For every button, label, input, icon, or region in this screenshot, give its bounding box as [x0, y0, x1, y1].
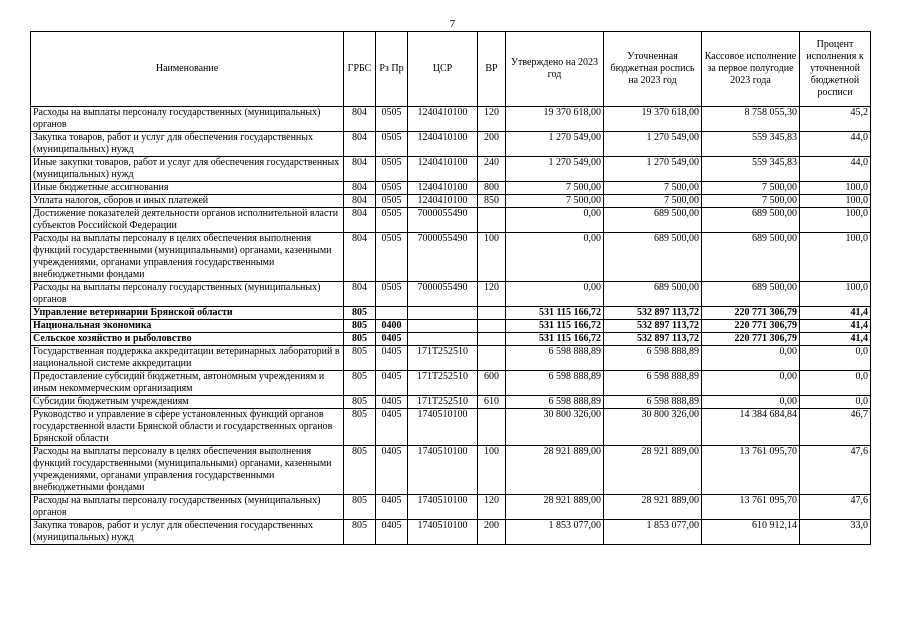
cell-executed: 220 771 306,79 [702, 320, 800, 333]
cell-name: Уплата налогов, сборов и иных платежей [31, 195, 344, 208]
header-approved: Утверждено на 2023 год [506, 32, 604, 107]
cell-name: Национальная экономика [31, 320, 344, 333]
cell-name: Государственная поддержка аккредитации ветеринарных лабораторий в национальной системе аккредитации [31, 346, 344, 371]
cell-rzpr: 0405 [376, 446, 408, 495]
page-number: 7 [449, 18, 456, 30]
cell-approved: 7 500,00 [506, 182, 604, 195]
cell-refined: 1 270 549,00 [604, 157, 702, 182]
cell-executed: 610 912,14 [702, 520, 800, 545]
table-row [31, 307, 871, 320]
cell-refined: 532 897 113,72 [604, 333, 702, 346]
cell-refined: 1 270 549,00 [604, 132, 702, 157]
cell-vr: 120 [478, 495, 506, 520]
cell-grbs: 804 [344, 132, 376, 157]
cell-vr: 200 [478, 132, 506, 157]
cell-grbs: 804 [344, 282, 376, 307]
cell-executed: 0,00 [702, 346, 800, 371]
cell-percent: 41,4 [800, 333, 871, 346]
cell-approved: 0,00 [506, 282, 604, 307]
cell-csr: 1240410100 [408, 132, 478, 157]
cell-vr: 100 [478, 233, 506, 282]
cell-executed: 14 384 684,84 [702, 409, 800, 446]
cell-approved: 6 598 888,89 [506, 346, 604, 371]
cell-name: Иные бюджетные ассигнования [31, 182, 344, 195]
cell-grbs: 804 [344, 182, 376, 195]
cell-vr: 120 [478, 107, 506, 132]
cell-vr [478, 409, 506, 446]
cell-vr: 240 [478, 157, 506, 182]
cell-csr [408, 320, 478, 333]
cell-csr: 7000055490 [408, 233, 478, 282]
cell-percent: 41,4 [800, 307, 871, 320]
table-row [31, 409, 871, 446]
cell-csr [408, 307, 478, 320]
cell-rzpr: 0505 [376, 233, 408, 282]
table-row [31, 333, 871, 346]
table-row [31, 157, 871, 182]
cell-executed: 13 761 095,70 [702, 446, 800, 495]
cell-vr: 120 [478, 282, 506, 307]
cell-refined: 1 853 077,00 [604, 520, 702, 545]
table-row [31, 132, 871, 157]
cell-percent: 100,0 [800, 195, 871, 208]
cell-csr: 1740510100 [408, 409, 478, 446]
cell-vr [478, 333, 506, 346]
cell-refined: 532 897 113,72 [604, 320, 702, 333]
cell-name: Расходы на выплаты персоналу в целях обеспечения выполнения функций государственными (муниципальными) органами, казенными учреждениями, органами управления государственными внебюджетными фондами [31, 446, 344, 495]
cell-percent: 100,0 [800, 233, 871, 282]
table-body [31, 107, 871, 545]
cell-refined: 532 897 113,72 [604, 307, 702, 320]
cell-grbs: 805 [344, 307, 376, 320]
cell-approved: 0,00 [506, 208, 604, 233]
cell-name: Предоставление субсидий бюджетным, автономным учреждениям и иным некоммерческим организациям [31, 371, 344, 396]
cell-vr: 600 [478, 371, 506, 396]
cell-grbs: 804 [344, 157, 376, 182]
cell-grbs: 805 [344, 346, 376, 371]
cell-approved: 6 598 888,89 [506, 396, 604, 409]
cell-rzpr: 0400 [376, 320, 408, 333]
cell-grbs: 805 [344, 320, 376, 333]
cell-executed: 689 500,00 [702, 208, 800, 233]
cell-vr: 200 [478, 520, 506, 545]
cell-rzpr: 0405 [376, 346, 408, 371]
cell-csr: 171T252510 [408, 371, 478, 396]
cell-name: Руководство и управление в сфере установленных функций органов государственной власти Брянской области и государственных органов Брянской области [31, 409, 344, 446]
cell-approved: 19 370 618,00 [506, 107, 604, 132]
cell-approved: 531 115 166,72 [506, 307, 604, 320]
cell-csr: 1740510100 [408, 446, 478, 495]
cell-vr: 100 [478, 446, 506, 495]
cell-refined: 6 598 888,89 [604, 371, 702, 396]
cell-percent: 0,0 [800, 396, 871, 409]
cell-executed: 559 345,83 [702, 157, 800, 182]
cell-refined: 6 598 888,89 [604, 396, 702, 409]
cell-refined: 28 921 889,00 [604, 446, 702, 495]
budget-table [30, 31, 871, 545]
table-row [31, 107, 871, 132]
cell-name: Расходы на выплаты персоналу государственных (муниципальных) органов [31, 107, 344, 132]
cell-name: Достижение показателей деятельности органов исполнительной власти субъектов Российской Федерации [31, 208, 344, 233]
header-csr: ЦСР [408, 32, 478, 107]
cell-executed: 559 345,83 [702, 132, 800, 157]
cell-grbs: 805 [344, 396, 376, 409]
cell-executed: 7 500,00 [702, 182, 800, 195]
cell-percent: 45,2 [800, 107, 871, 132]
cell-vr [478, 320, 506, 333]
cell-grbs: 804 [344, 195, 376, 208]
cell-name: Управление ветеринарии Брянской области [31, 307, 344, 320]
cell-executed: 220 771 306,79 [702, 333, 800, 346]
cell-vr [478, 346, 506, 371]
cell-approved: 0,00 [506, 233, 604, 282]
cell-rzpr: 0405 [376, 520, 408, 545]
cell-name: Иные закупки товаров, работ и услуг для обеспечения государственных (муниципальных) нужд [31, 157, 344, 182]
cell-percent: 44,0 [800, 157, 871, 182]
cell-approved: 28 921 889,00 [506, 495, 604, 520]
table-row [31, 520, 871, 545]
cell-percent: 0,0 [800, 346, 871, 371]
cell-rzpr: 0505 [376, 157, 408, 182]
cell-csr: 7000055490 [408, 208, 478, 233]
table-row [31, 320, 871, 333]
cell-csr: 1240410100 [408, 182, 478, 195]
cell-csr: 171T252510 [408, 346, 478, 371]
cell-executed: 0,00 [702, 396, 800, 409]
cell-csr: 1240410100 [408, 157, 478, 182]
cell-grbs: 805 [344, 520, 376, 545]
cell-csr: 1240410100 [408, 107, 478, 132]
cell-refined: 30 800 326,00 [604, 409, 702, 446]
header-executed: Кассовое исполнение за первое полугодие 2023 года [702, 32, 800, 107]
header-percent: Процент исполнения к уточненной бюджетной росписи [800, 32, 871, 107]
cell-vr [478, 307, 506, 320]
header-row [31, 32, 871, 107]
cell-csr: 1740510100 [408, 495, 478, 520]
cell-name: Субсидии бюджетным учреждениям [31, 396, 344, 409]
cell-approved: 1 270 549,00 [506, 132, 604, 157]
cell-vr: 850 [478, 195, 506, 208]
cell-refined: 689 500,00 [604, 233, 702, 282]
cell-grbs: 805 [344, 409, 376, 446]
cell-rzpr: 0505 [376, 195, 408, 208]
header-grbs: ГРБС [344, 32, 376, 107]
cell-approved: 7 500,00 [506, 195, 604, 208]
cell-percent: 100,0 [800, 282, 871, 307]
table-row [31, 182, 871, 195]
cell-refined: 28 921 889,00 [604, 495, 702, 520]
table-row [31, 446, 871, 495]
cell-refined: 6 598 888,89 [604, 346, 702, 371]
cell-vr [478, 208, 506, 233]
cell-percent: 33,0 [800, 520, 871, 545]
cell-executed: 689 500,00 [702, 282, 800, 307]
cell-executed: 8 758 055,30 [702, 107, 800, 132]
cell-csr: 1740510100 [408, 520, 478, 545]
cell-approved: 531 115 166,72 [506, 333, 604, 346]
cell-vr: 800 [478, 182, 506, 195]
cell-percent: 100,0 [800, 182, 871, 195]
cell-refined: 7 500,00 [604, 195, 702, 208]
cell-rzpr: 0505 [376, 132, 408, 157]
cell-approved: 6 598 888,89 [506, 371, 604, 396]
cell-grbs: 805 [344, 333, 376, 346]
cell-refined: 19 370 618,00 [604, 107, 702, 132]
cell-approved: 30 800 326,00 [506, 409, 604, 446]
cell-csr: 7000055490 [408, 282, 478, 307]
cell-csr [408, 333, 478, 346]
cell-name: Закупка товаров, работ и услуг для обеспечения государственных (муниципальных) нужд [31, 520, 344, 545]
cell-rzpr: 0405 [376, 495, 408, 520]
cell-executed: 0,00 [702, 371, 800, 396]
table-row [31, 371, 871, 396]
cell-percent: 0,0 [800, 371, 871, 396]
cell-executed: 689 500,00 [702, 233, 800, 282]
cell-percent: 47,6 [800, 495, 871, 520]
cell-approved: 1 853 077,00 [506, 520, 604, 545]
cell-name: Расходы на выплаты персоналу в целях обеспечения выполнения функций государственными (муниципальными) органами, казенными учреждениями, органами управления государственными внебюджетными фондами [31, 233, 344, 282]
cell-approved: 28 921 889,00 [506, 446, 604, 495]
cell-grbs: 804 [344, 233, 376, 282]
cell-csr: 171T252510 [408, 396, 478, 409]
table-row [31, 495, 871, 520]
cell-name: Расходы на выплаты персоналу государственных (муниципальных) органов [31, 282, 344, 307]
cell-name: Расходы на выплаты персоналу государственных (муниципальных) органов [31, 495, 344, 520]
cell-percent: 47,6 [800, 446, 871, 495]
cell-executed: 7 500,00 [702, 195, 800, 208]
table-row [31, 396, 871, 409]
cell-vr: 610 [478, 396, 506, 409]
cell-rzpr: 0505 [376, 282, 408, 307]
cell-rzpr: 0505 [376, 107, 408, 132]
cell-percent: 41,4 [800, 320, 871, 333]
cell-csr: 1240410100 [408, 195, 478, 208]
cell-rzpr: 0405 [376, 396, 408, 409]
header-name: Наименование [31, 32, 344, 107]
cell-approved: 531 115 166,72 [506, 320, 604, 333]
cell-approved: 1 270 549,00 [506, 157, 604, 182]
cell-name: Закупка товаров, работ и услуг для обеспечения государственных (муниципальных) нужд [31, 132, 344, 157]
cell-grbs: 805 [344, 495, 376, 520]
cell-percent: 44,0 [800, 132, 871, 157]
table-row [31, 195, 871, 208]
cell-rzpr: 0405 [376, 333, 408, 346]
cell-name: Сельское хозяйство и рыболовство [31, 333, 344, 346]
header-refined: Уточненная бюджетная роспись на 2023 год [604, 32, 702, 107]
cell-percent: 46,7 [800, 409, 871, 446]
cell-percent: 100,0 [800, 208, 871, 233]
cell-executed: 13 761 095,70 [702, 495, 800, 520]
cell-rzpr: 0405 [376, 371, 408, 396]
cell-grbs: 804 [344, 208, 376, 233]
header-vr: ВР [478, 32, 506, 107]
cell-rzpr [376, 307, 408, 320]
cell-refined: 7 500,00 [604, 182, 702, 195]
table-row [31, 282, 871, 307]
header-rzpr: Рз Пр [376, 32, 408, 107]
cell-executed: 220 771 306,79 [702, 307, 800, 320]
cell-grbs: 805 [344, 371, 376, 396]
table-row [31, 346, 871, 371]
cell-refined: 689 500,00 [604, 282, 702, 307]
table-row [31, 208, 871, 233]
cell-rzpr: 0505 [376, 208, 408, 233]
cell-refined: 689 500,00 [604, 208, 702, 233]
cell-grbs: 804 [344, 107, 376, 132]
cell-rzpr: 0505 [376, 182, 408, 195]
cell-grbs: 805 [344, 446, 376, 495]
cell-rzpr: 0405 [376, 409, 408, 446]
table-row [31, 233, 871, 282]
